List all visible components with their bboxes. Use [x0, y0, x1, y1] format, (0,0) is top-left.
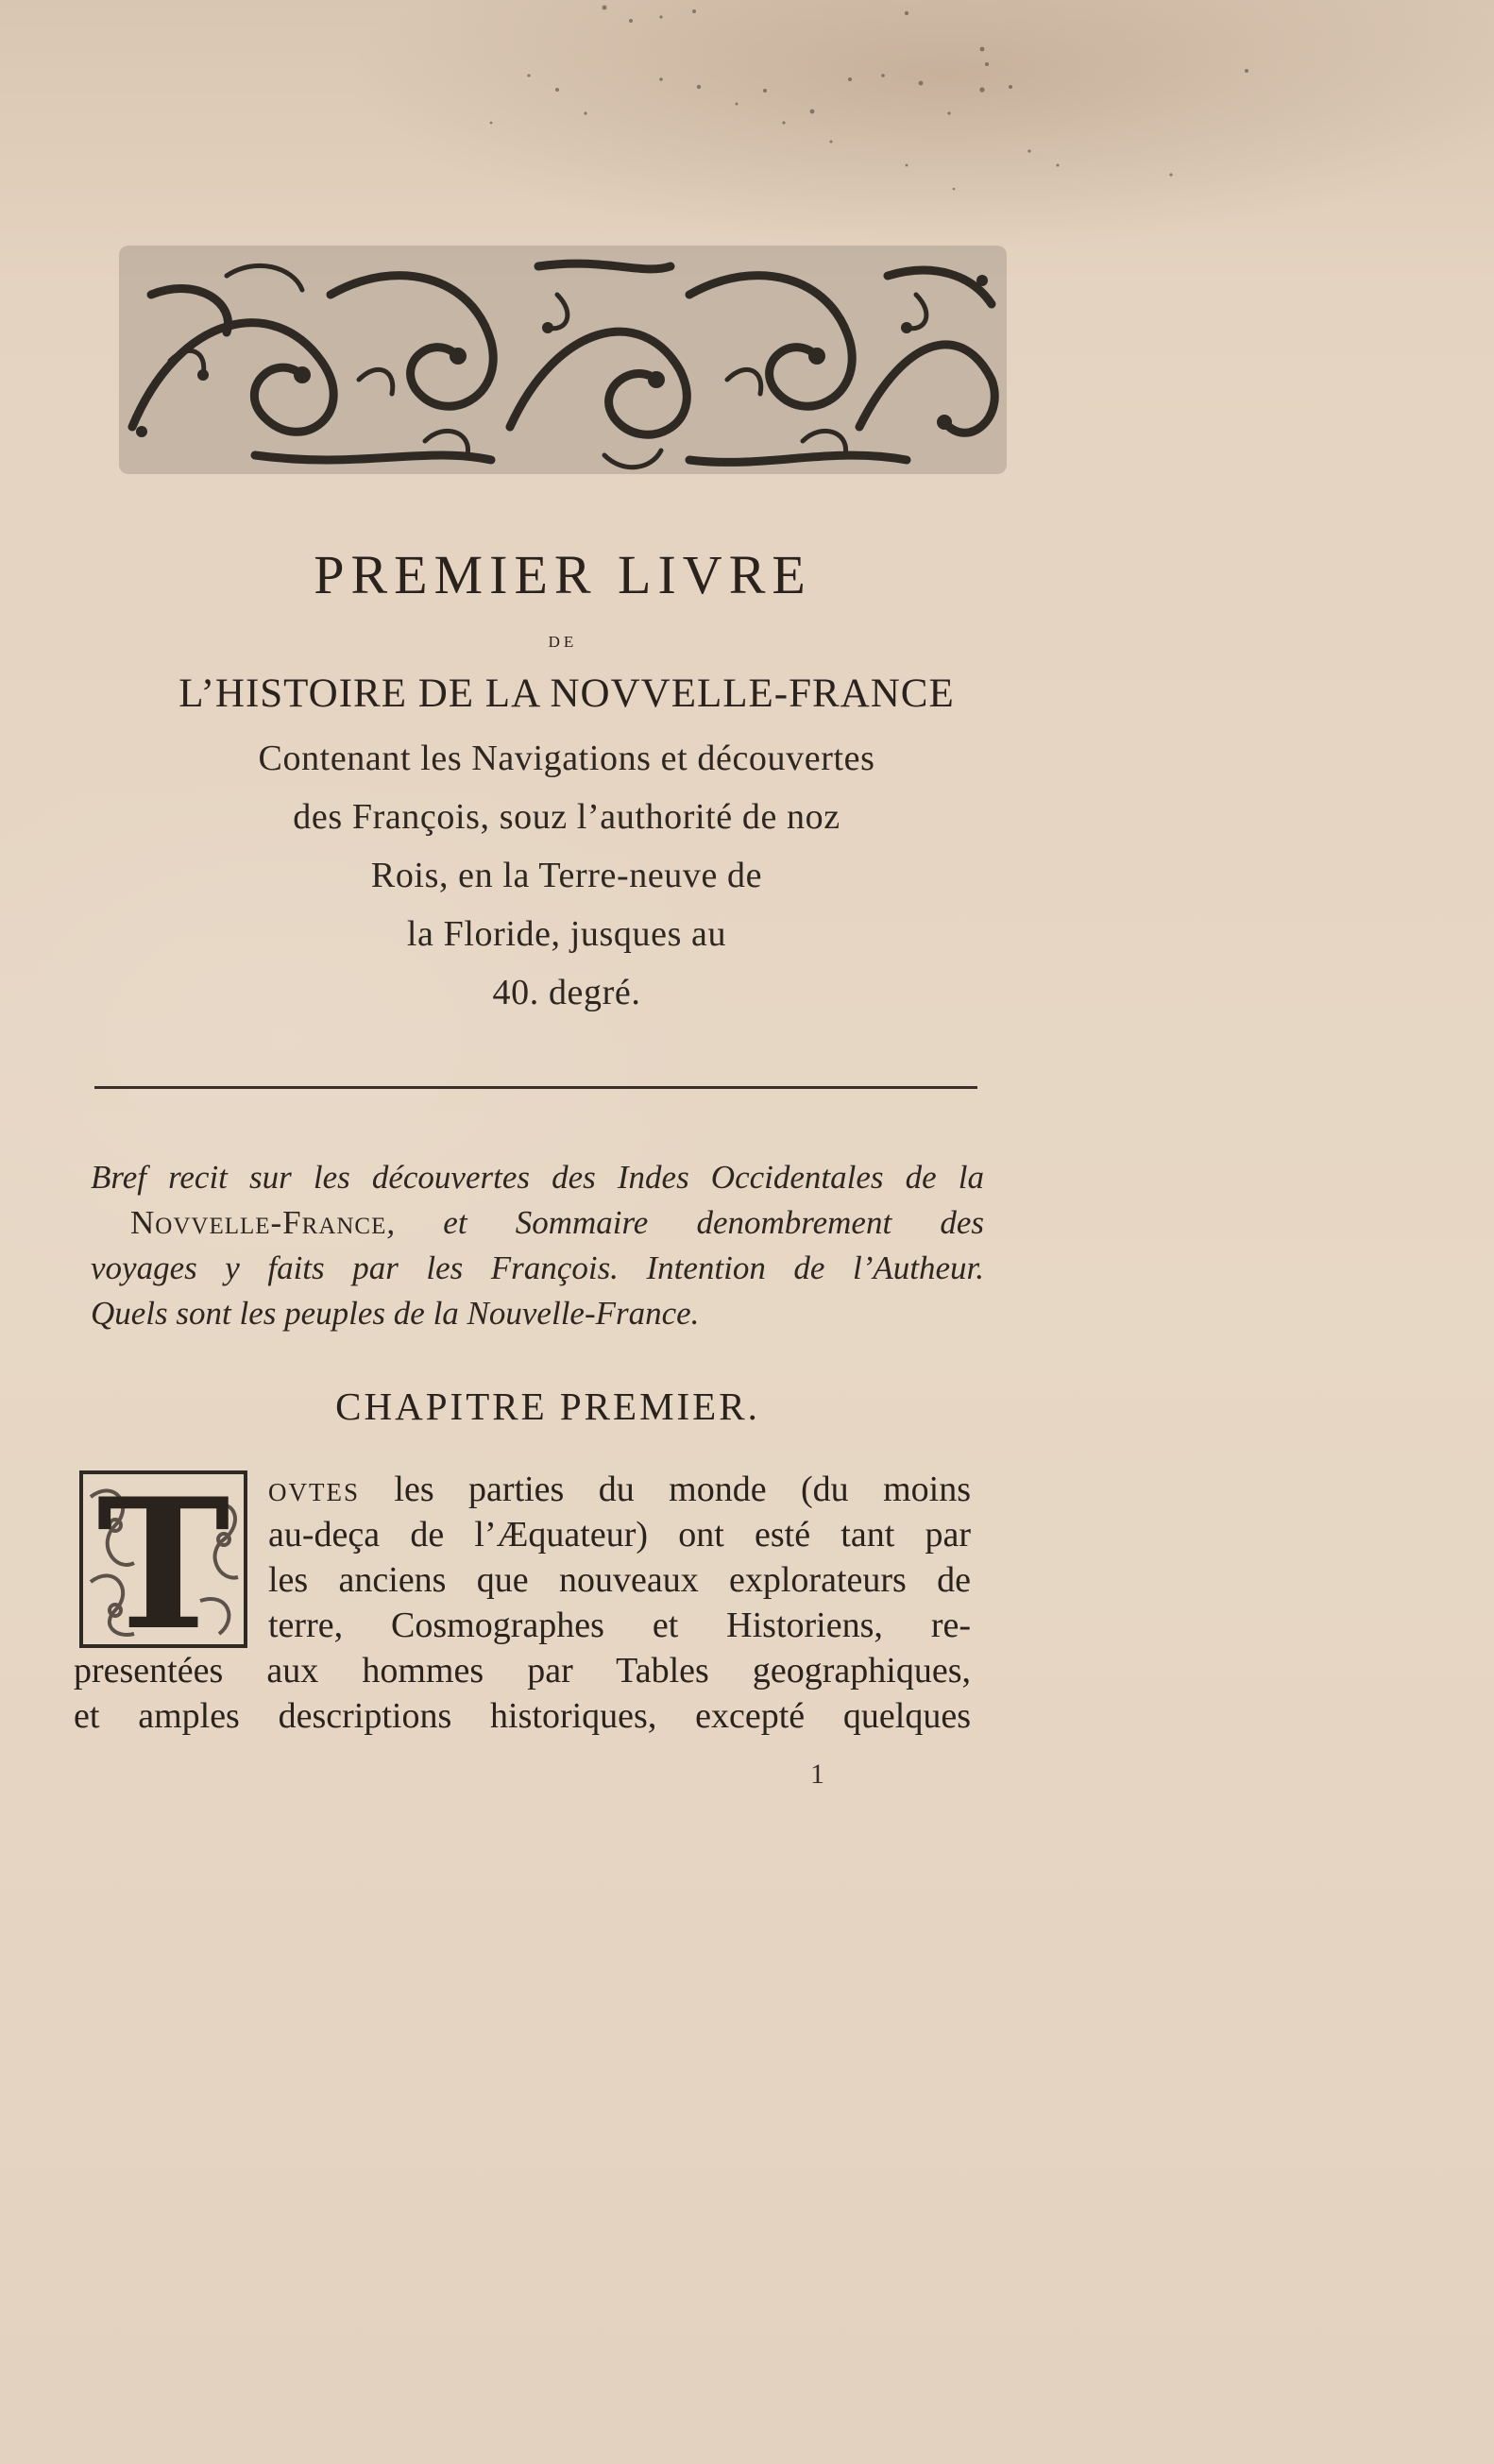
chapter-summary	[91, 1155, 984, 1336]
title-desc-line: des François, souz l’authorité de noz	[293, 797, 840, 837]
chapter-text-indented	[268, 1467, 971, 1648]
text-line	[268, 1467, 971, 1512]
text-line: terre, Cosmographes et Historiens, re-	[268, 1606, 971, 1645]
title-desc-line: Rois, en la Terre-neuve de	[370, 856, 763, 895]
summary-caps: Novvelle-France	[130, 1204, 387, 1241]
summary-line: voyages y faits par les François. Intention de l’Autheur.	[91, 1249, 984, 1286]
summary-line: Quels sont les peuples de la Nouvelle-France.	[91, 1295, 700, 1332]
title-description	[94, 729, 1039, 1022]
text-line: les anciens que nouveaux explorateurs de	[268, 1560, 971, 1600]
text-line: et amples descriptions historiques, excepté quelques	[74, 1696, 971, 1736]
text-line: au-deça de l’Æquateur) ont esté tant par	[268, 1515, 971, 1555]
summary-line	[91, 1200, 984, 1246]
title-desc-line: 40. degré.	[492, 973, 641, 1012]
section-divider	[94, 1086, 977, 1089]
text-line-rest: les parties du monde (du moins	[360, 1470, 971, 1509]
chapter-heading: CHAPITRE PREMIER.	[335, 1385, 760, 1428]
text-line: presentées aux hommes par Tables geographiques,	[74, 1651, 971, 1691]
foxing-specks	[0, 0, 1494, 246]
summary-line-rest: , et Sommaire denombrement des	[386, 1204, 984, 1241]
book-title: PREMIER LIVRE	[314, 544, 812, 605]
book-subtitle: L’HISTOIRE DE LA NOVVELLE-FRANCE	[178, 671, 955, 716]
floral-headpiece	[113, 238, 1012, 482]
title-desc-line: la Floride, jusques au	[406, 914, 727, 954]
page-number: 1	[810, 1759, 824, 1790]
decorated-initial	[77, 1469, 249, 1650]
dropcap-letter: T	[96, 1469, 230, 1650]
summary-line: Bref recit sur les découvertes des Indes Occidentales de la	[91, 1159, 984, 1196]
title-connector: DE	[548, 633, 578, 651]
title-desc-line: Contenant les Navigations et découvertes	[258, 739, 875, 778]
first-word: ovtes	[268, 1470, 360, 1509]
chapter-text-full	[74, 1648, 971, 1739]
